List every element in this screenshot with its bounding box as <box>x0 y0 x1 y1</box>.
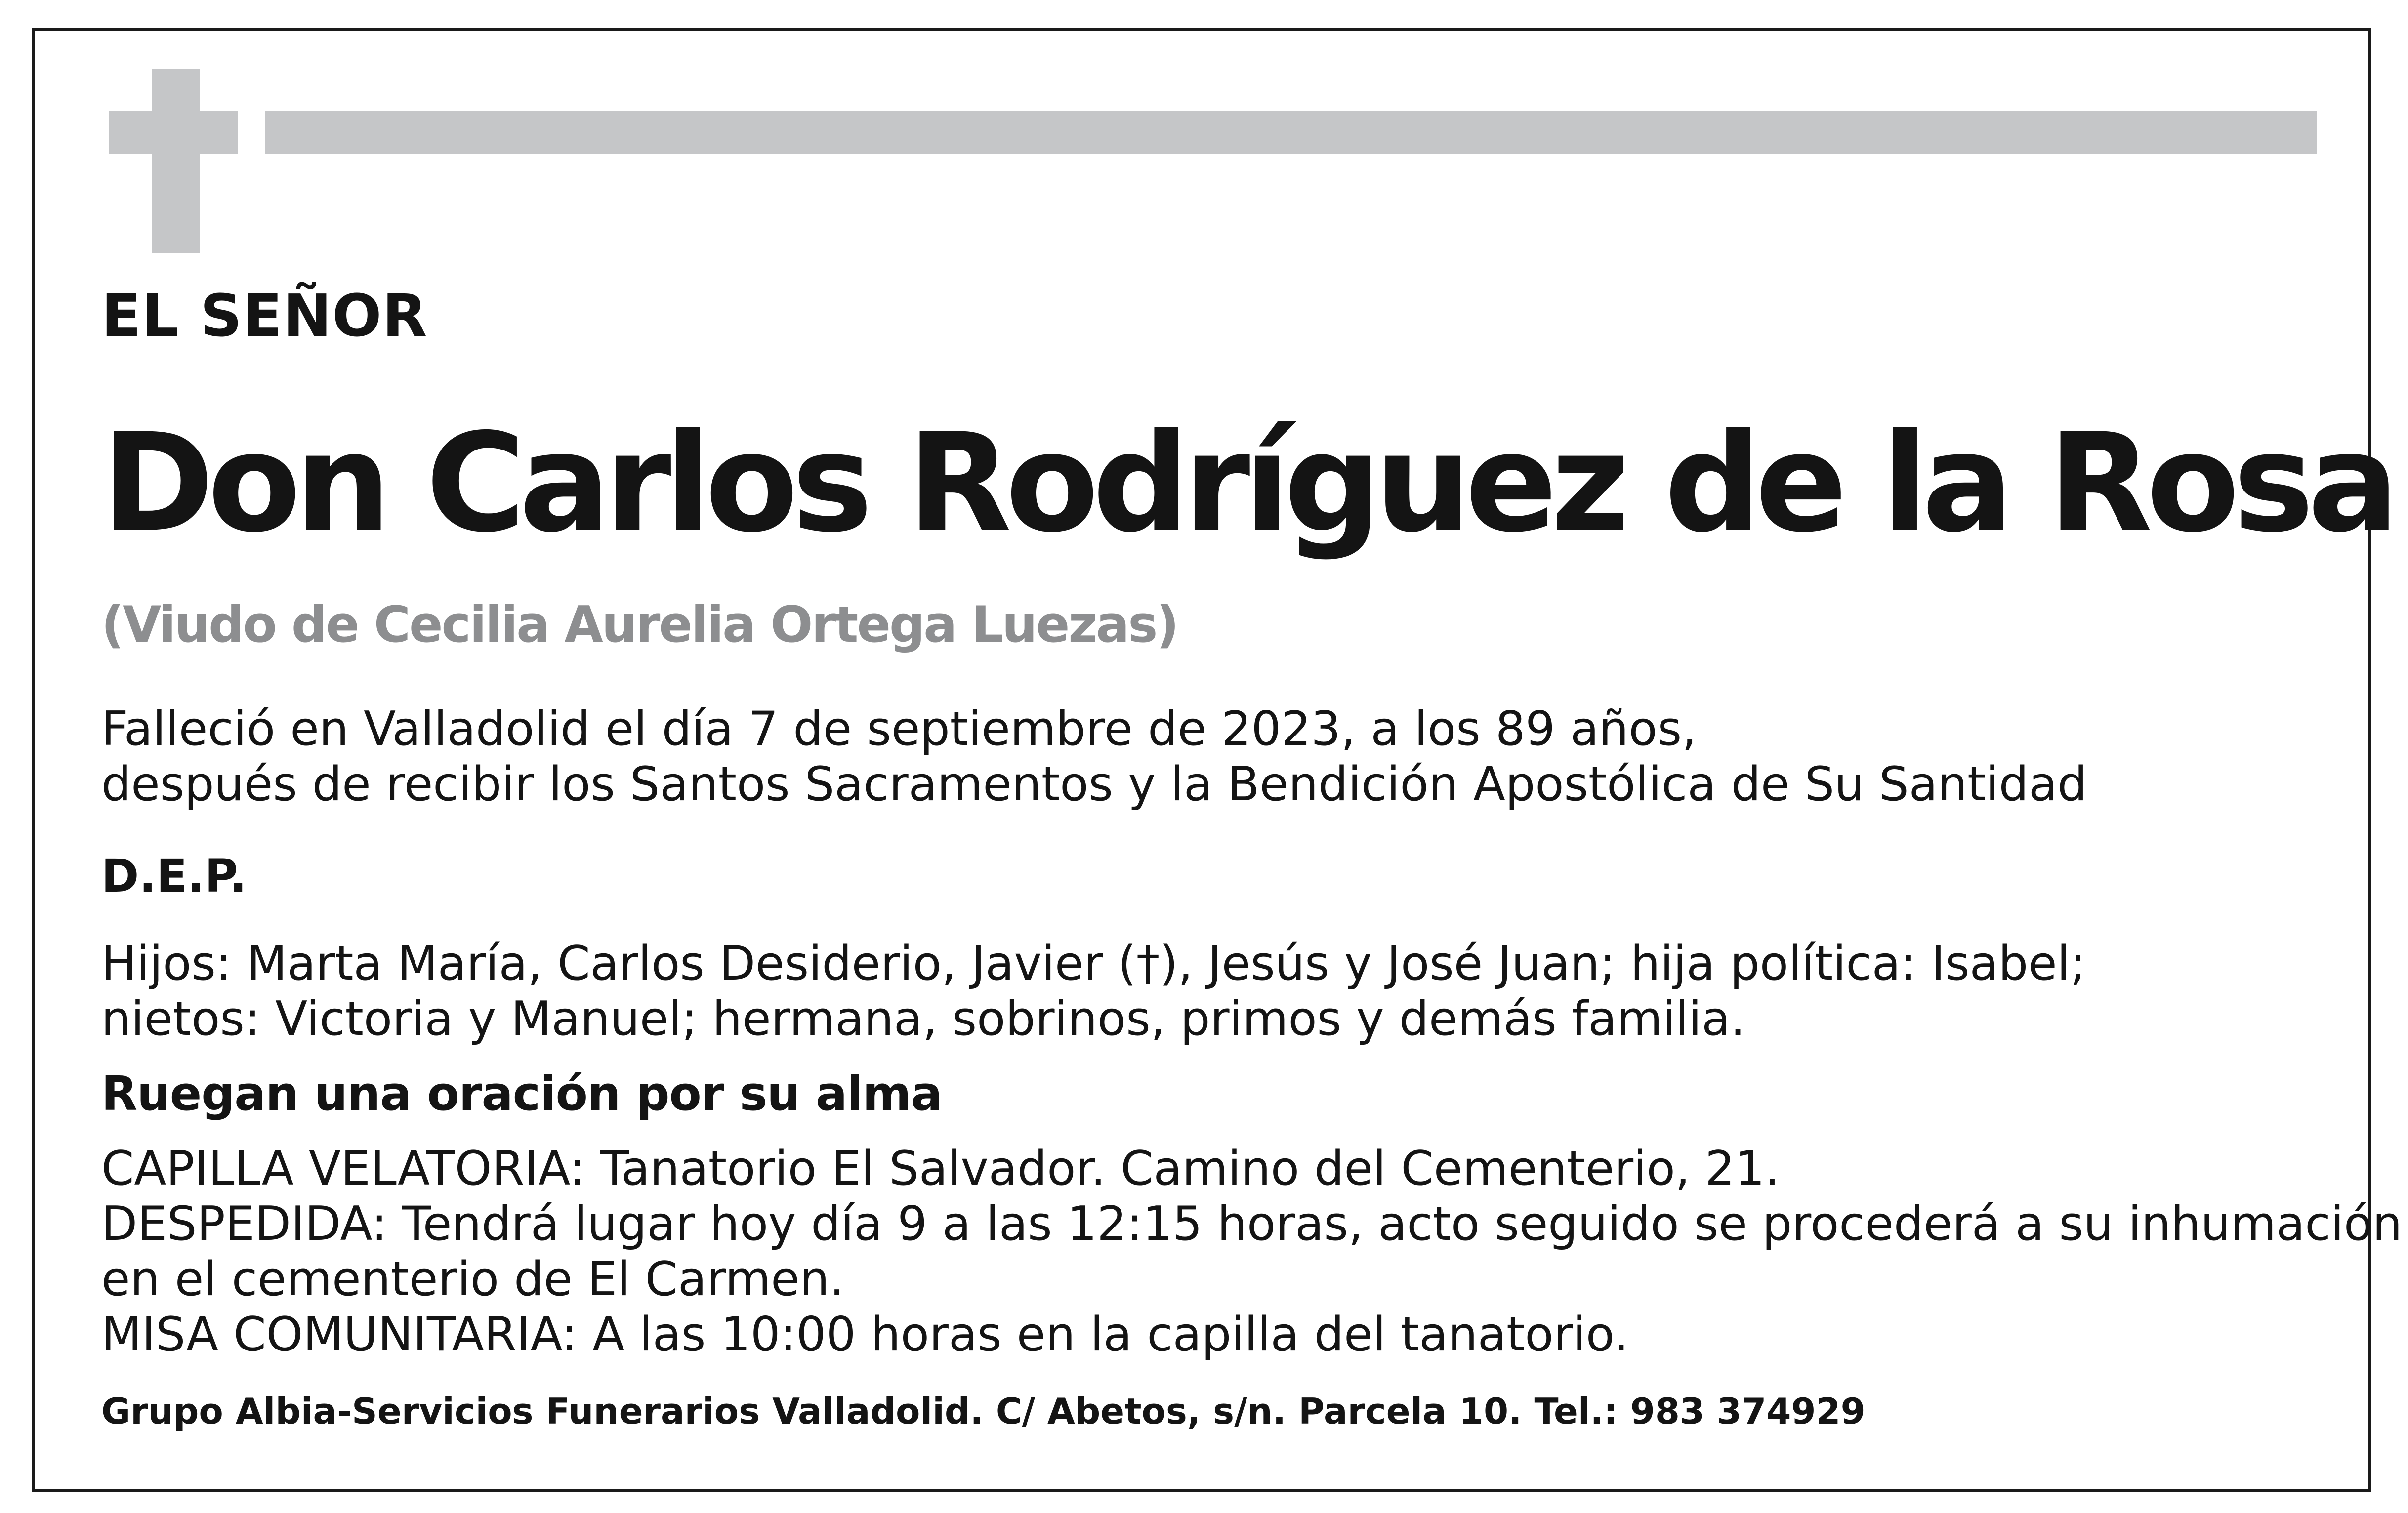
family-line: Hijos: Marta María, Carlos Desiderio, Javier (†), Jesús y José Juan; hija política: Isabel; <box>101 937 2086 991</box>
death-line: Falleció en Valladolid el día 7 de septiembre de 2023, a los 89 años, <box>101 702 1697 756</box>
cross-icon <box>152 69 200 253</box>
service-line: MISA COMUNITARIA: A las 10:00 horas en la capilla del tanatorio. <box>101 1308 1629 1362</box>
cross-icon-arm <box>109 111 238 154</box>
funeral-home-footer: Grupo Albia-Servicios Funerarios Valladolid. C/ Abetos, s/n. Parcela 10. Tel.: 983 374929 <box>101 1390 1866 1432</box>
family-line: nietos: Victoria y Manuel; hermana, sobrinos, primos y demás familia. <box>101 992 1745 1046</box>
header-rule <box>265 111 2317 154</box>
widower-note: (Viudo de Cecilia Aurelia Ortega Luezas) <box>101 595 1178 654</box>
prayer-request: Ruegan una oración por su alma <box>101 1067 942 1121</box>
service-line: CAPILLA VELATORIA: Tanatorio El Salvador. Camino del Cementerio, 21. <box>101 1142 1780 1196</box>
family-list <box>101 936 2086 1047</box>
death-line: después de recibir los Santos Sacramentos y la Bendición Apostólica de Su Santidad <box>101 757 2087 812</box>
death-announcement <box>101 701 2087 812</box>
deceased-name: Don Carlos Rodríguez de la Rosa <box>101 404 2393 562</box>
service-details <box>101 1141 2402 1362</box>
rip-label: D.E.P. <box>101 850 247 902</box>
service-line: DESPEDIDA: Tendrá lugar hoy día 9 a las 12:15 horas, acto seguido se procederá a su inhumación <box>101 1197 2403 1251</box>
honorific: EL SEÑOR <box>101 282 428 350</box>
service-line: en el cementerio de El Carmen. <box>101 1252 845 1307</box>
